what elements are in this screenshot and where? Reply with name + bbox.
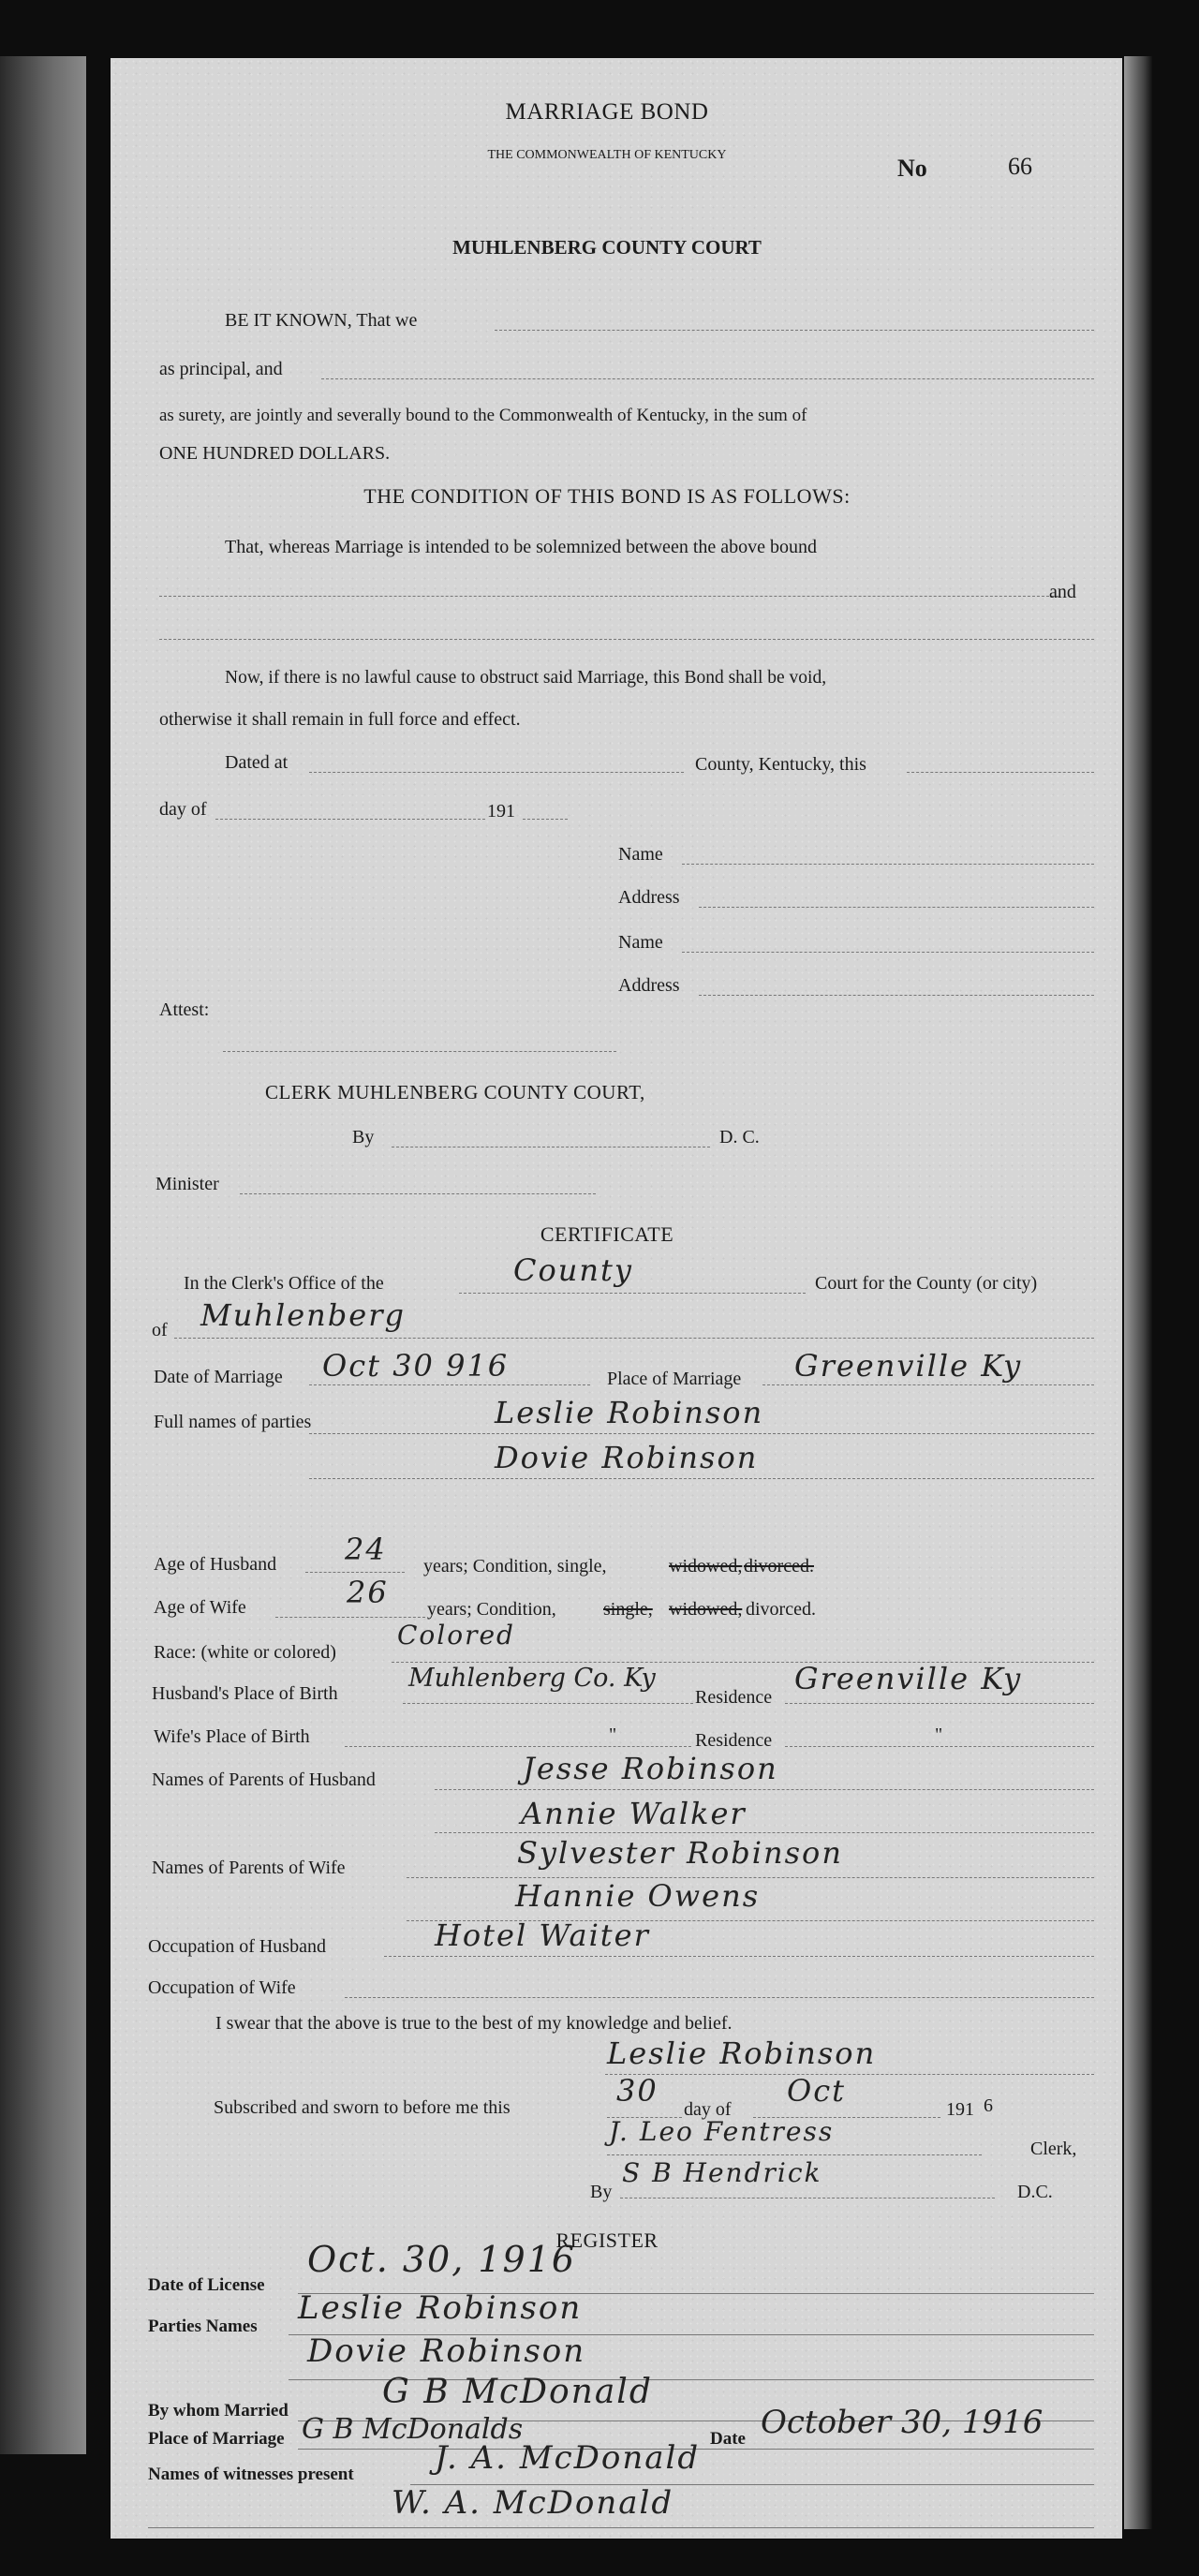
condition-text: That, whereas Marriage is intended to be solemnized between the above bound — [225, 537, 818, 557]
full-names-label: Full names of parties — [154, 1412, 312, 1432]
clerk-title: CLERK MUHLENBERG COUNTY COURT, — [265, 1081, 645, 1103]
facing-page-edge — [0, 56, 86, 2454]
wife-residence-value: " — [935, 1725, 943, 1745]
applicant-signature: Leslie Robinson — [607, 2036, 877, 2071]
occupation-husband-value: Hotel Waiter — [435, 1917, 650, 1953]
register-date-line — [761, 2449, 1094, 2450]
husband-birth-value: Muhlenberg Co. Ky — [408, 1664, 656, 1693]
name-label-2: Name — [618, 932, 663, 953]
register-place-value: G B McDonalds — [302, 2413, 524, 2446]
parents-husband-line-2 — [435, 1832, 1094, 1833]
license-date-value: Oct. 30, 1916 — [307, 2239, 577, 2280]
bound-line-1 — [159, 596, 1058, 597]
dc-label: D. C. — [719, 1127, 760, 1147]
occupation-wife-label: Occupation of Wife — [148, 1977, 296, 1998]
wife-single: single, — [603, 1599, 653, 1620]
court-line — [459, 1293, 806, 1294]
wife-birth-line — [345, 1746, 691, 1747]
court-name: MUHLENBERG COUNTY COURT — [452, 236, 762, 259]
document-title: MARRIAGE BOND — [505, 99, 709, 125]
minister-line — [240, 1193, 596, 1194]
age-wife-value: 26 — [347, 1575, 389, 1610]
sub-day-of: day of — [684, 2099, 732, 2120]
marriage-bond-document — [111, 58, 1122, 2539]
sub-year-suffix: 6 — [984, 2095, 993, 2116]
dated-at: Dated at — [225, 752, 289, 773]
age-husband-line — [305, 1572, 405, 1573]
husband-birth-line — [403, 1703, 693, 1704]
witness-1: J. A. McDonald — [435, 2439, 701, 2477]
age-wife-line — [275, 1617, 425, 1618]
address-line-2 — [699, 995, 1094, 996]
clerk-sign-line — [607, 2154, 982, 2155]
residence-value: Greenville Ky — [794, 1661, 1023, 1696]
occupation-husband-line — [384, 1956, 1094, 1957]
place-of-marriage-value: Greenville Ky — [794, 1348, 1023, 1384]
husband-widowed: widowed, — [669, 1556, 743, 1577]
deputy-by: By — [590, 2182, 613, 2202]
wife-birth-value: " — [609, 1725, 617, 1745]
attest-line — [223, 1051, 616, 1052]
wife-residence-label: Residence — [695, 1730, 773, 1751]
address-label-2: Address — [618, 975, 680, 996]
register-date-label: Date — [710, 2429, 746, 2449]
deputy-signature: S B Hendrick — [622, 2157, 822, 2188]
year-line — [523, 819, 568, 820]
age-husband-value: 24 — [345, 1532, 387, 1567]
day-line — [907, 772, 1094, 773]
attest-label: Attest: — [159, 999, 210, 1020]
document-subtitle: THE COMMONWEALTH OF KENTUCKY — [487, 148, 727, 162]
sub-month-value: Oct — [787, 2073, 847, 2109]
clerks-office: In the Clerk's Office of the — [184, 1273, 384, 1294]
residence-line — [785, 1703, 1094, 1704]
married-by-value: G B McDonald — [382, 2373, 653, 2411]
race-label: Race: (white or colored) — [154, 1642, 336, 1663]
occupation-husband-label: Occupation of Husband — [148, 1936, 326, 1957]
race-value: Colored — [397, 1620, 515, 1651]
signature-line — [605, 2074, 1094, 2075]
parents-husband-line-1 — [435, 1789, 1094, 1790]
register-heading: REGISTER — [555, 2228, 659, 2252]
witness-line-2 — [148, 2527, 1094, 2528]
and-text: and — [1049, 582, 1076, 602]
witness-2: W. A. McDonald — [392, 2484, 674, 2522]
wife-residence-line — [785, 1746, 1094, 1747]
month-line — [215, 819, 485, 820]
wife-condition: years; Condition, — [427, 1599, 556, 1620]
address-line-1 — [699, 907, 1094, 908]
county-value: Muhlenberg — [200, 1297, 406, 1333]
parents-husband-value-1: Jesse Robinson — [523, 1751, 778, 1786]
parents-husband-label: Names of Parents of Husband — [152, 1769, 376, 1790]
residence-label: Residence — [695, 1687, 773, 1708]
parents-wife-label: Names of Parents of Wife — [152, 1858, 346, 1878]
register-party2: Dovie Robinson — [307, 2332, 586, 2370]
number-label: No — [897, 155, 927, 182]
bound-line-2 — [159, 639, 1094, 640]
principal-line — [495, 330, 1094, 331]
deputy-dc: D.C. — [1017, 2182, 1053, 2202]
sum-amount: ONE HUNDRED DOLLARS. — [159, 443, 391, 464]
age-wife-label: Age of Wife — [154, 1597, 246, 1618]
parents-wife-value-2: Hannie Owens — [515, 1878, 761, 1914]
party1-value: Leslie Robinson — [495, 1395, 764, 1430]
date-of-marriage-label: Date of Marriage — [154, 1367, 283, 1387]
witnesses-label: Names of witnesses present — [148, 2465, 354, 2484]
occupation-wife-line — [345, 1997, 1094, 1998]
day-of: day of — [159, 799, 207, 820]
party1-line — [309, 1433, 1094, 1434]
clerk-signature: J. Leo Fentress — [609, 2116, 835, 2147]
condition-heading: THE CONDITION OF THIS BOND IS AS FOLLOWS: — [363, 484, 851, 508]
be-it-known: BE IT KNOWN, That we — [225, 310, 418, 331]
certificate-heading: CERTIFICATE — [540, 1222, 674, 1246]
parties-names-label: Parties Names — [148, 2317, 258, 2336]
party2-line — [309, 1478, 1094, 1479]
otherwise-text: otherwise it shall remain in full force and effect. — [159, 709, 521, 730]
register-party1: Leslie Robinson — [298, 2289, 583, 2327]
court-for: Court for the County (or city) — [815, 1273, 1038, 1294]
age-husband-label: Age of Husband — [154, 1554, 277, 1575]
year-prefix: 191 — [487, 801, 515, 822]
register-place-label: Place of Marriage — [148, 2429, 285, 2449]
married-by-label: By whom Married — [148, 2401, 289, 2421]
name-line-2 — [682, 952, 1094, 953]
license-date-label: Date of License — [148, 2275, 265, 2295]
court-value: County — [513, 1252, 633, 1288]
sub-year-prefix: 191 — [946, 2099, 974, 2120]
wife-divorced: divorced. — [746, 1599, 816, 1620]
of-line — [174, 1338, 1094, 1339]
date-of-marriage-line — [309, 1384, 590, 1385]
husband-divorced: divorced. — [744, 1556, 814, 1577]
husband-birth-label: Husband's Place of Birth — [152, 1683, 338, 1704]
wife-widowed: widowed, — [669, 1599, 743, 1620]
address-label-1: Address — [618, 887, 680, 908]
page-stack-edge — [1124, 56, 1152, 2529]
date-of-marriage-value: Oct 30 916 — [322, 1348, 510, 1384]
subscribed-text: Subscribed and sworn to before me this — [214, 2097, 511, 2118]
sub-day-value: 30 — [616, 2073, 659, 2109]
county-kentucky: County, Kentucky, this — [695, 754, 866, 775]
party2-value: Dovie Robinson — [495, 1440, 759, 1475]
husband-condition: years; Condition, single, — [423, 1556, 607, 1577]
parents-husband-value-2: Annie Walker — [521, 1796, 747, 1831]
void-text: Now, if there is no lawful cause to obstruct said Marriage, this Bond shall be void, — [225, 668, 827, 688]
as-principal: as principal, and — [159, 359, 283, 379]
name-line-1 — [682, 864, 1094, 865]
as-surety: as surety, are jointly and severally bound to the Commonwealth of Kentucky, in the sum of — [159, 406, 807, 425]
bond-number: 66 — [1008, 153, 1032, 180]
surety-line — [321, 378, 1094, 379]
place-of-marriage-line — [762, 1384, 1094, 1385]
place-of-marriage-label: Place of Marriage — [607, 1369, 742, 1389]
clerk-label: Clerk, — [1030, 2139, 1077, 2159]
wife-birth-label: Wife's Place of Birth — [154, 1726, 310, 1747]
parents-wife-value-1: Sylvester Robinson — [517, 1835, 843, 1871]
swear-statement: I swear that the above is true to the best of my knowledge and belief. — [215, 2013, 733, 2034]
register-date-value: October 30, 1916 — [761, 2404, 1044, 2441]
of-label: of — [152, 1320, 168, 1340]
minister-label: Minister — [155, 1174, 219, 1194]
by-label: By — [352, 1127, 375, 1147]
dated-at-line — [309, 772, 684, 773]
name-label-1: Name — [618, 844, 663, 865]
